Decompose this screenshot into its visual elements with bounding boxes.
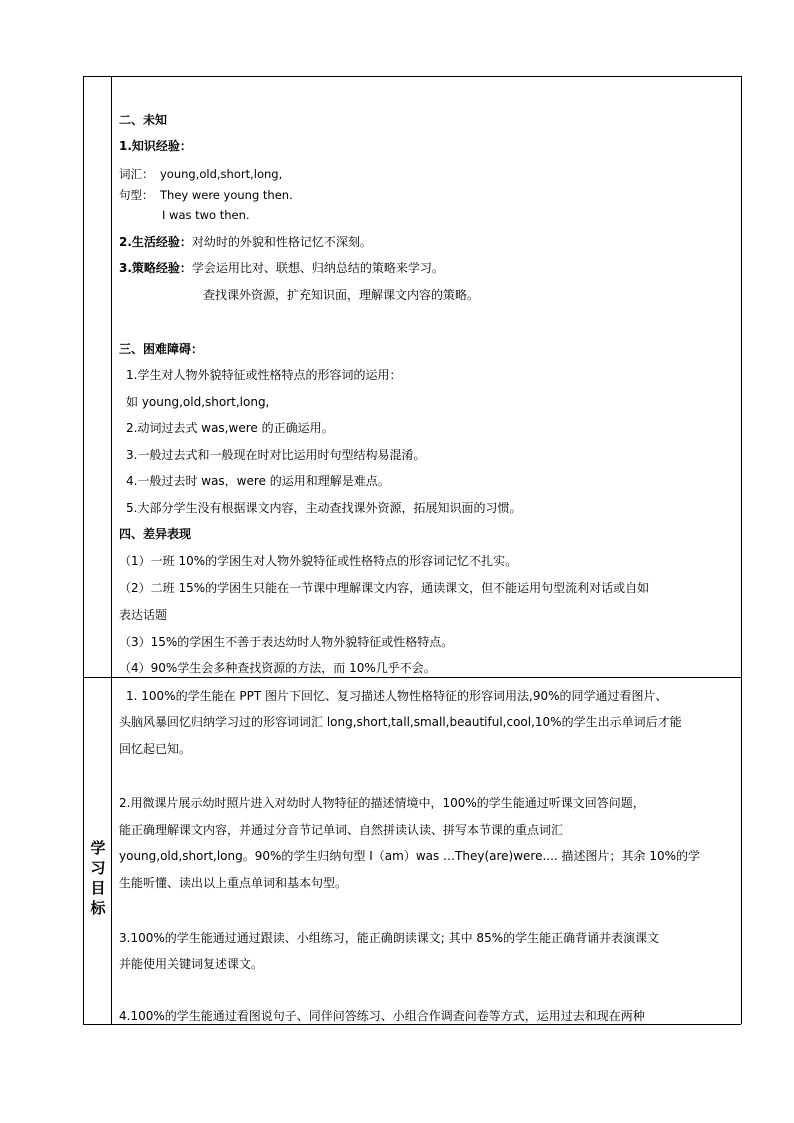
- difference-item-2-cont: 表达话题: [119, 608, 168, 622]
- section4-heading: 四、差异表现: [119, 527, 192, 541]
- difficulty-item: 2.动词过去式 was,were 的正确运用。: [126, 421, 334, 435]
- sentence-label: 句型：: [119, 188, 154, 202]
- difference-item-4: （4）90%学生会多种查找资源的方法，而 10%几乎不会。: [119, 661, 436, 675]
- goal-2-line: 2.用微课片展示幼时照片进入对幼时人物特征的描述情境中，100%的学生能通过听课文回答问题，: [119, 796, 645, 810]
- difficulty-item: 3.一般过去式和一般现在时对比运用时句型结构易混淆。: [126, 448, 426, 462]
- life-experience: [119, 234, 372, 250]
- goal-4-line: 4.100%的学生能通过看图说句子、同伴问答练习、小组合作调查问卷等方式，运用过去和现在两种: [119, 1009, 645, 1023]
- difference-item-2: （2）二班 15%的学困生只能在一节课中理解课文内容，通读课文，但不能运用句型流利对话或自如: [119, 581, 650, 595]
- vocab-value: young,old,short,long,: [160, 167, 283, 181]
- life-label: 2.生活经验：: [119, 235, 192, 249]
- goal-2-line: 能正确理解课文内容，并通过分音节记单词、自然拼读认读、拼写本节课的重点词汇: [119, 823, 564, 837]
- goal-1-line: 1. 100%的学生能在 PPT 图片下回忆、复习描述人物性格特征的形容词用法,90%的同学通过看图片、: [126, 689, 668, 703]
- difference-item-1: （1）一班 10%的学困生对人物外貌特征或性格特点的形容词记忆不扎实。: [119, 554, 518, 568]
- life-text: 对幼时的外貌和性格记忆不深刻。: [191, 235, 372, 249]
- sentence-2: I was two then.: [162, 208, 250, 222]
- goal-1-line: 回忆起已知。: [119, 742, 192, 756]
- goal-3-line: 3.100%的学生能通过通过跟读、小组练习，能正确朗读课文; 其中 85%的学生能正确背诵并表演课文: [119, 931, 660, 945]
- goal-2-line: 生能听懂、读出以上重点单词和基本句型。: [119, 876, 348, 890]
- strategy-label: 3.策略经验：: [119, 261, 192, 275]
- sentence-1: They were young then.: [160, 188, 293, 202]
- section2-heading: 二、未知: [119, 113, 168, 127]
- label-char: 目: [90, 879, 106, 897]
- label-char: 学: [90, 839, 106, 857]
- difficulty-item: 5.大部分学生没有根据课文内容，主动查找课外资源，拓展知识面的习惯。: [126, 501, 522, 515]
- difference-item-3: （3）15%的学困生不善于表达幼时人物外貌特征或性格特点。: [119, 635, 454, 649]
- label-char: 习: [90, 859, 106, 877]
- goal-1-line: 头脑风暴回忆归纳学习过的形容词词汇 long,short,tall,small,beautiful,cool,10%的学生出示单词后才能: [119, 715, 682, 729]
- strategy-text-2: 查找课外资源，扩充知识面，理解课文内容的策略。: [203, 288, 480, 302]
- difficulty-item: 4.一般过去时 was，were 的运用和理解是难点。: [126, 474, 390, 488]
- difficulty-item: 如 young,old,short,long,: [126, 395, 270, 409]
- table-right-border: [741, 76, 742, 1024]
- strategy-text-1: 学会运用比对、联想、归纳总结的策略来学习。: [191, 261, 444, 275]
- table-bottom-border: [83, 1024, 741, 1025]
- learning-goals-label: [84, 838, 112, 918]
- strategy-experience: [119, 260, 444, 276]
- knowledge-heading: 1.知识经验：: [119, 139, 192, 153]
- label-char: 标: [90, 899, 106, 917]
- difficulty-item: 1.学生对人物外貌特征或性格特点的形容词的运用：: [126, 368, 402, 382]
- table-top-border: [83, 76, 741, 77]
- row-divider: [83, 677, 741, 678]
- section3-heading: 三、困难障碍：: [119, 342, 204, 356]
- goal-2-line: young,old,short,long。90%的学生归纳句型 I（am）was …They(are)were.... 描述图片；其余 10%的学: [119, 849, 701, 863]
- goal-3-line: 并能使用关键词复述课文。: [119, 957, 264, 971]
- vocab-label: 词汇：: [119, 167, 154, 181]
